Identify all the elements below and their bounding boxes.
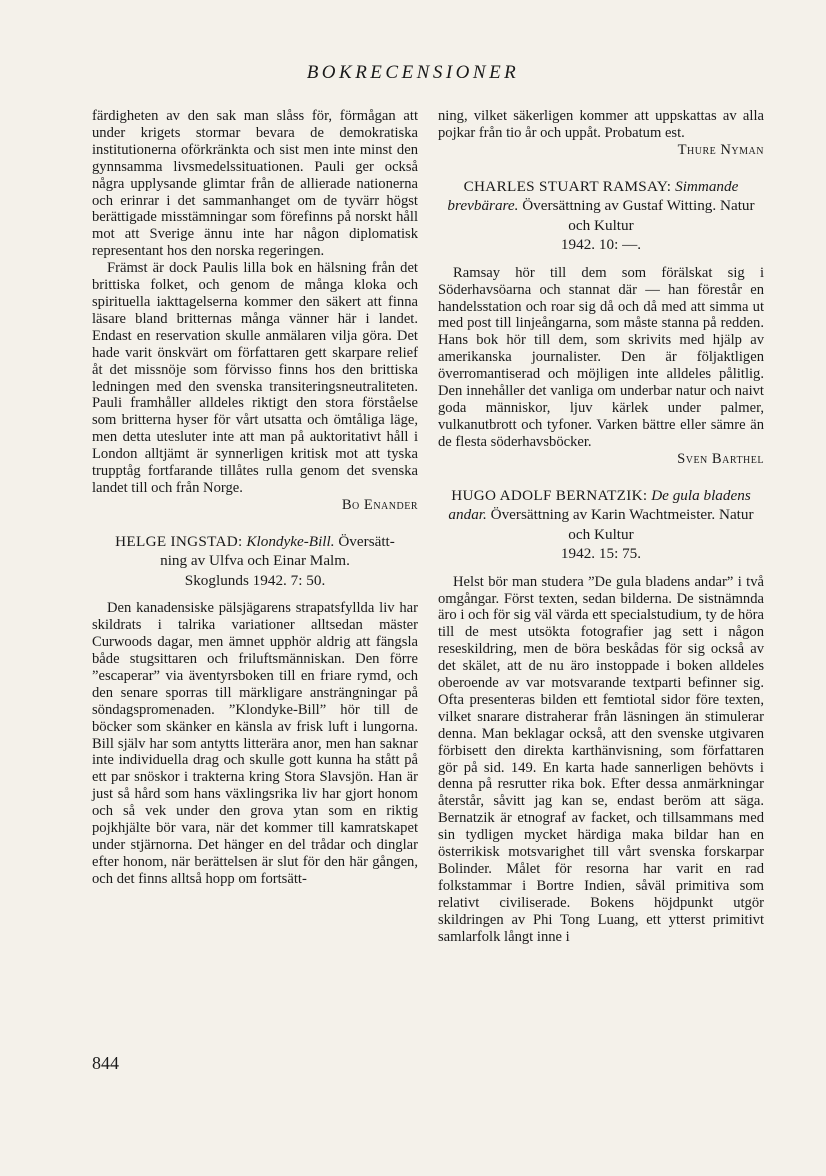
review-body: Ramsay hör till dem som förälskat sig i Söderhavsöarna och stannat där — han förestår en handelsstation och roar sig då och då med att simma ut med post till linjeångarna, som måste stanna på redden. Hans bok hör till dem, som skrivits med hjälp av amerikanska journalister. Den är följaktligen överromantiserad och möjligen inte alldeles pålitlig. Den innehåller det vanliga om underbar natur och naivt goda människor, ljuv kärlek under palmer, vulkanutbrott och tyfoner. Varken bättre eller sämre än de flesta söderhavsböcker. bbox=[438, 264, 764, 450]
intro-paragraph: färdigheten av den sak man slåss för, förmågan att under krigets stormar bevara de demokratiska institutionerna oförkränkta och sist men inte minst den gynnsamma livsmedelssituationen. Pauli ger också några upplysande glimtar från de allierade nationerna och erinrar i det sammanhanget om de tyvärr högst berättigade misstämningar som förefinns på norskt håll mot att Sverige ännu inte har någon diplomatisk representant hos den norska regeringen. bbox=[92, 108, 418, 260]
right-column bbox=[438, 108, 764, 946]
review-heading-ramsay bbox=[438, 177, 764, 255]
reviewer-signature: Thure Nyman bbox=[677, 141, 764, 158]
running-header: BOKRECENSIONER bbox=[306, 62, 520, 83]
review-body: Den kanadensiske pälsjägarens strapatsfyllda liv har skildrats i talrika variationer alltsedan mäster Curwoods dagar, men ämnet upphör aldrig att fängsla både stugsittaren och friluftsmänniskan. Den förre ”escaperar” via äventyrsboken till en friare rymd, och den senare sporras till märkligare ansträngningar på söndagspromenaden. ”Klondyke-Bill” hör till de böcker som skänker en känsla av frisk luft i lungorna. Bill själv har som antytts litterära anor, men han saknar inte individuella drag och skulle gott kunna ha stått på ett par snöskor i trakterna kring Stora Slavsjön. Han är just så hård som hans växlingsrika liv har gjort honom och så vek under den grova ytan som en riktig pojkhjälte bör vara, när det kommer till kamratskapet under stjärnorna. Det hänger en del trådar och dinglar efter honom, när berättelsen är slut för den här gången, och det finns alltså hopp om fortsätt- bbox=[92, 600, 418, 887]
review-book-title: Klondyke-Bill. bbox=[246, 532, 335, 550]
review-book-title: De gula bladens andar. bbox=[448, 486, 751, 524]
reviewer-signature: Sven Barthel bbox=[677, 450, 764, 467]
review-book-title: Simmande brevbärare. bbox=[447, 177, 739, 215]
review-translation: Översättning av Karin Wachtmeister. Natur och Kultur bbox=[490, 506, 754, 543]
review-body: Helst bör man studera ”De gula bladens andar” i två omgångar. Först texten, sedan bilderna. De sistnämnda äro i och för sig väl värda ett specialstudium, ty de höra till de mest utsökta fotografier jag sett i någon reseskildring, men de böra beskådas för sig också av det skälet, att de nu äro instoppade i boken alldeles oberoende av var motsvarande textparti befinner sig. Ofta presenteras bilden ett femtiotal sidor före texten, vilket snarare distraherar från läsningen än stimulerar denna. Man beklagar också, att den svenske utgivaren förbisett den direkta karthänvisning, som författaren gör på sid. 149. En karta hade sannerligen behövts i denna på resrutter rika bok. Efter dessa anmärkningar återstår, såvitt jag kan se, endast beröm att säga. Bernatzik är etnograf av facket, och tillsammans med sin tydligen mycket härdiga maka bildar han en österrikisk motsvarighet till vårt svenska forskarpar Bolinder. Målet för resorna har varit en rad folkstammar i Bortre Indien, såväl primitiva som relativt civiliserade. Bokens höjdpunkt utgör skildringen av Phi Tong Luang, ett ytterst primitivt samlarfolk långt inne i bbox=[438, 573, 764, 945]
review-heading-ingstad bbox=[92, 532, 418, 591]
review-publisher-price: 1942. 15: 75. bbox=[560, 545, 642, 563]
review-translation: Översättning av Gustaf Witting. Natur och Kultur bbox=[522, 197, 755, 234]
left-column bbox=[92, 108, 418, 888]
review-author: CHARLES STUART RAMSAY: bbox=[463, 177, 672, 195]
body-paragraph: Främst är dock Paulis lilla bok en hälsning från det brittiska folket, och genom de många kloka och spirituella iakttagelserna kommer den säkert att finna läsare bland britternas många vänner här i landet. Endast en reservation skulle anmälaren vilja göra. Det hade varit önskvärt om författaren gett skarpare relief åt det missnöje som förvisso finns hos den brittiska ledningen med den svenska transiteringsneutraliteten. Pauli framhåller alldeles riktigt den stora förståelse som britterna hyser för vårt utsatta och ömtåliga läge, men detta utesluter inte att man på auktoritativt håll i London alltjämt är synnerligen kritisk mot att tyska trupptåg fortfarande tillåtes rulla genom det svenska landet till och från Norge. bbox=[92, 260, 418, 496]
continuation-paragraph: ning, vilket säkerligen kommer att uppskattas av alla pojkar från tio år och uppåt. Probatum est. bbox=[438, 108, 764, 141]
review-publisher-price: Skoglunds 1942. 7: 50. bbox=[184, 571, 326, 589]
review-translation: Översätt- bbox=[338, 532, 395, 550]
review-publisher-price: 1942. 10: —. bbox=[560, 236, 642, 254]
reviewer-signature: Bo Enander bbox=[341, 496, 418, 513]
review-heading-bernatzik bbox=[438, 486, 764, 564]
review-translators: ning av Ulfva och Einar Malm. bbox=[160, 552, 350, 570]
review-author: HUGO ADOLF BERNATZIK: bbox=[451, 486, 648, 504]
page-number: 844 bbox=[92, 1053, 119, 1073]
review-author: HELGE INGSTAD: bbox=[115, 532, 243, 550]
